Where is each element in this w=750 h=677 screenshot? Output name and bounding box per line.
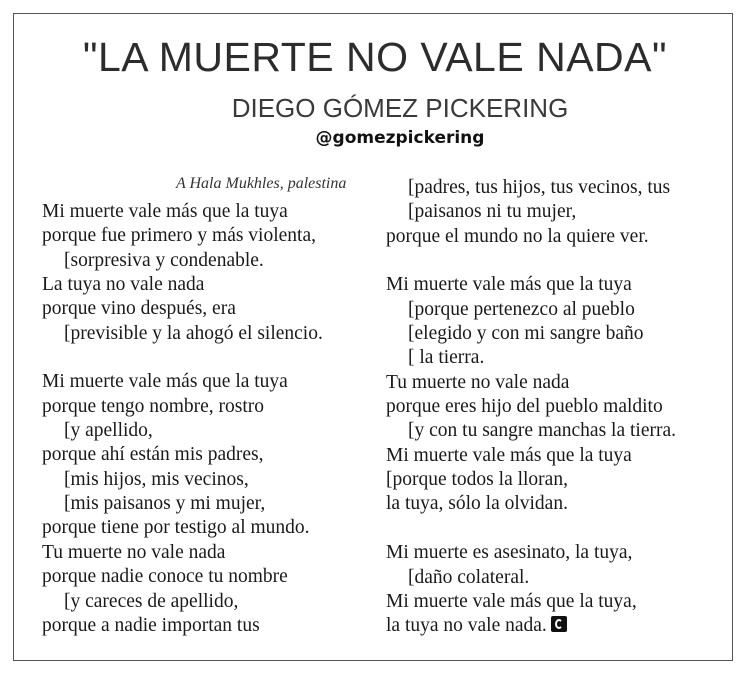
poem-line: la tuya no vale nada. bbox=[386, 614, 676, 638]
poem-line: porque nadie conoce tu nombre bbox=[42, 566, 288, 588]
poem-line: porque tiene por testigo al mundo. bbox=[42, 517, 310, 539]
poem-line: Mi muerte vale más que la tuya bbox=[386, 274, 632, 296]
author-name: DIEGO GÓMEZ PICKERING bbox=[231, 93, 569, 123]
poem-line: [padres, tus hijos, tus vecinos, tus bbox=[408, 177, 671, 198]
poem-line: Mi muerte vale más que la tuya bbox=[42, 371, 288, 393]
poem-line: [porque pertenezco al pueblo bbox=[408, 298, 635, 320]
poem-line: Mi muerte vale más que la tuya bbox=[42, 201, 288, 222]
poem-line: la tuya, sólo la olvidan. bbox=[386, 493, 568, 515]
poem-line: [ la tierra. bbox=[408, 347, 485, 369]
poem-line: porque a nadie importan tus bbox=[42, 614, 260, 636]
poem-line: porque tengo nombre, rostro bbox=[42, 395, 265, 417]
poem-line: [paisanos ni tu mujer, bbox=[408, 201, 577, 223]
poem-line: porque vino después, era bbox=[42, 298, 236, 320]
poem-line: porque ahí están mis padres, bbox=[42, 444, 264, 466]
poem-right-column bbox=[386, 176, 676, 639]
poem-line: Tu muerte no vale nada bbox=[386, 371, 570, 393]
poem-line: Mi muerte vale más que la tuya, bbox=[386, 590, 637, 612]
stanza-break bbox=[42, 346, 323, 370]
poem-line: Tu muerte no vale nada bbox=[42, 541, 226, 563]
poem-line: [mis hijos, mis vecinos, bbox=[64, 468, 249, 490]
poem-line: [y apellido, bbox=[64, 420, 153, 442]
poem-line: Mi muerte vale más que la tuya bbox=[386, 444, 632, 466]
poem-line: [porque todos la lloran, bbox=[386, 469, 568, 491]
poem-line: [daño colateral. bbox=[408, 566, 530, 588]
poem-line: [previsible y la ahogó el silencio. bbox=[64, 322, 323, 344]
poem-line: [mis paisanos y mi mujer, bbox=[64, 493, 266, 515]
poem-line: La tuya no vale nada bbox=[42, 274, 205, 296]
poem-line: [y careces de apellido, bbox=[64, 590, 239, 612]
author-handle: @gomezpickering bbox=[315, 128, 485, 148]
poem-title: "LA MUERTE NO VALE NADA" bbox=[82, 34, 668, 80]
c-logo-end-mark-icon bbox=[551, 616, 567, 632]
poem-left-column bbox=[42, 200, 323, 638]
poem-line: [sorpresiva y condenable. bbox=[64, 249, 264, 271]
poem-line: porque el mundo no la quiere ver. bbox=[386, 225, 649, 247]
dedication: A Hala Mukhles, palestina bbox=[176, 175, 347, 192]
poem-line: porque eres hijo del pueblo maldito bbox=[386, 396, 663, 418]
poem-line: [y con tu sangre manchas la tierra. bbox=[408, 420, 677, 442]
stanza-break bbox=[386, 249, 676, 273]
poem-line: Mi muerte es asesinato, la tuya, bbox=[386, 542, 633, 564]
stanza-break bbox=[386, 517, 676, 541]
poem-line: [elegido y con mi sangre baño bbox=[408, 323, 644, 345]
poem-line: porque fue primero y más violenta, bbox=[42, 225, 316, 247]
